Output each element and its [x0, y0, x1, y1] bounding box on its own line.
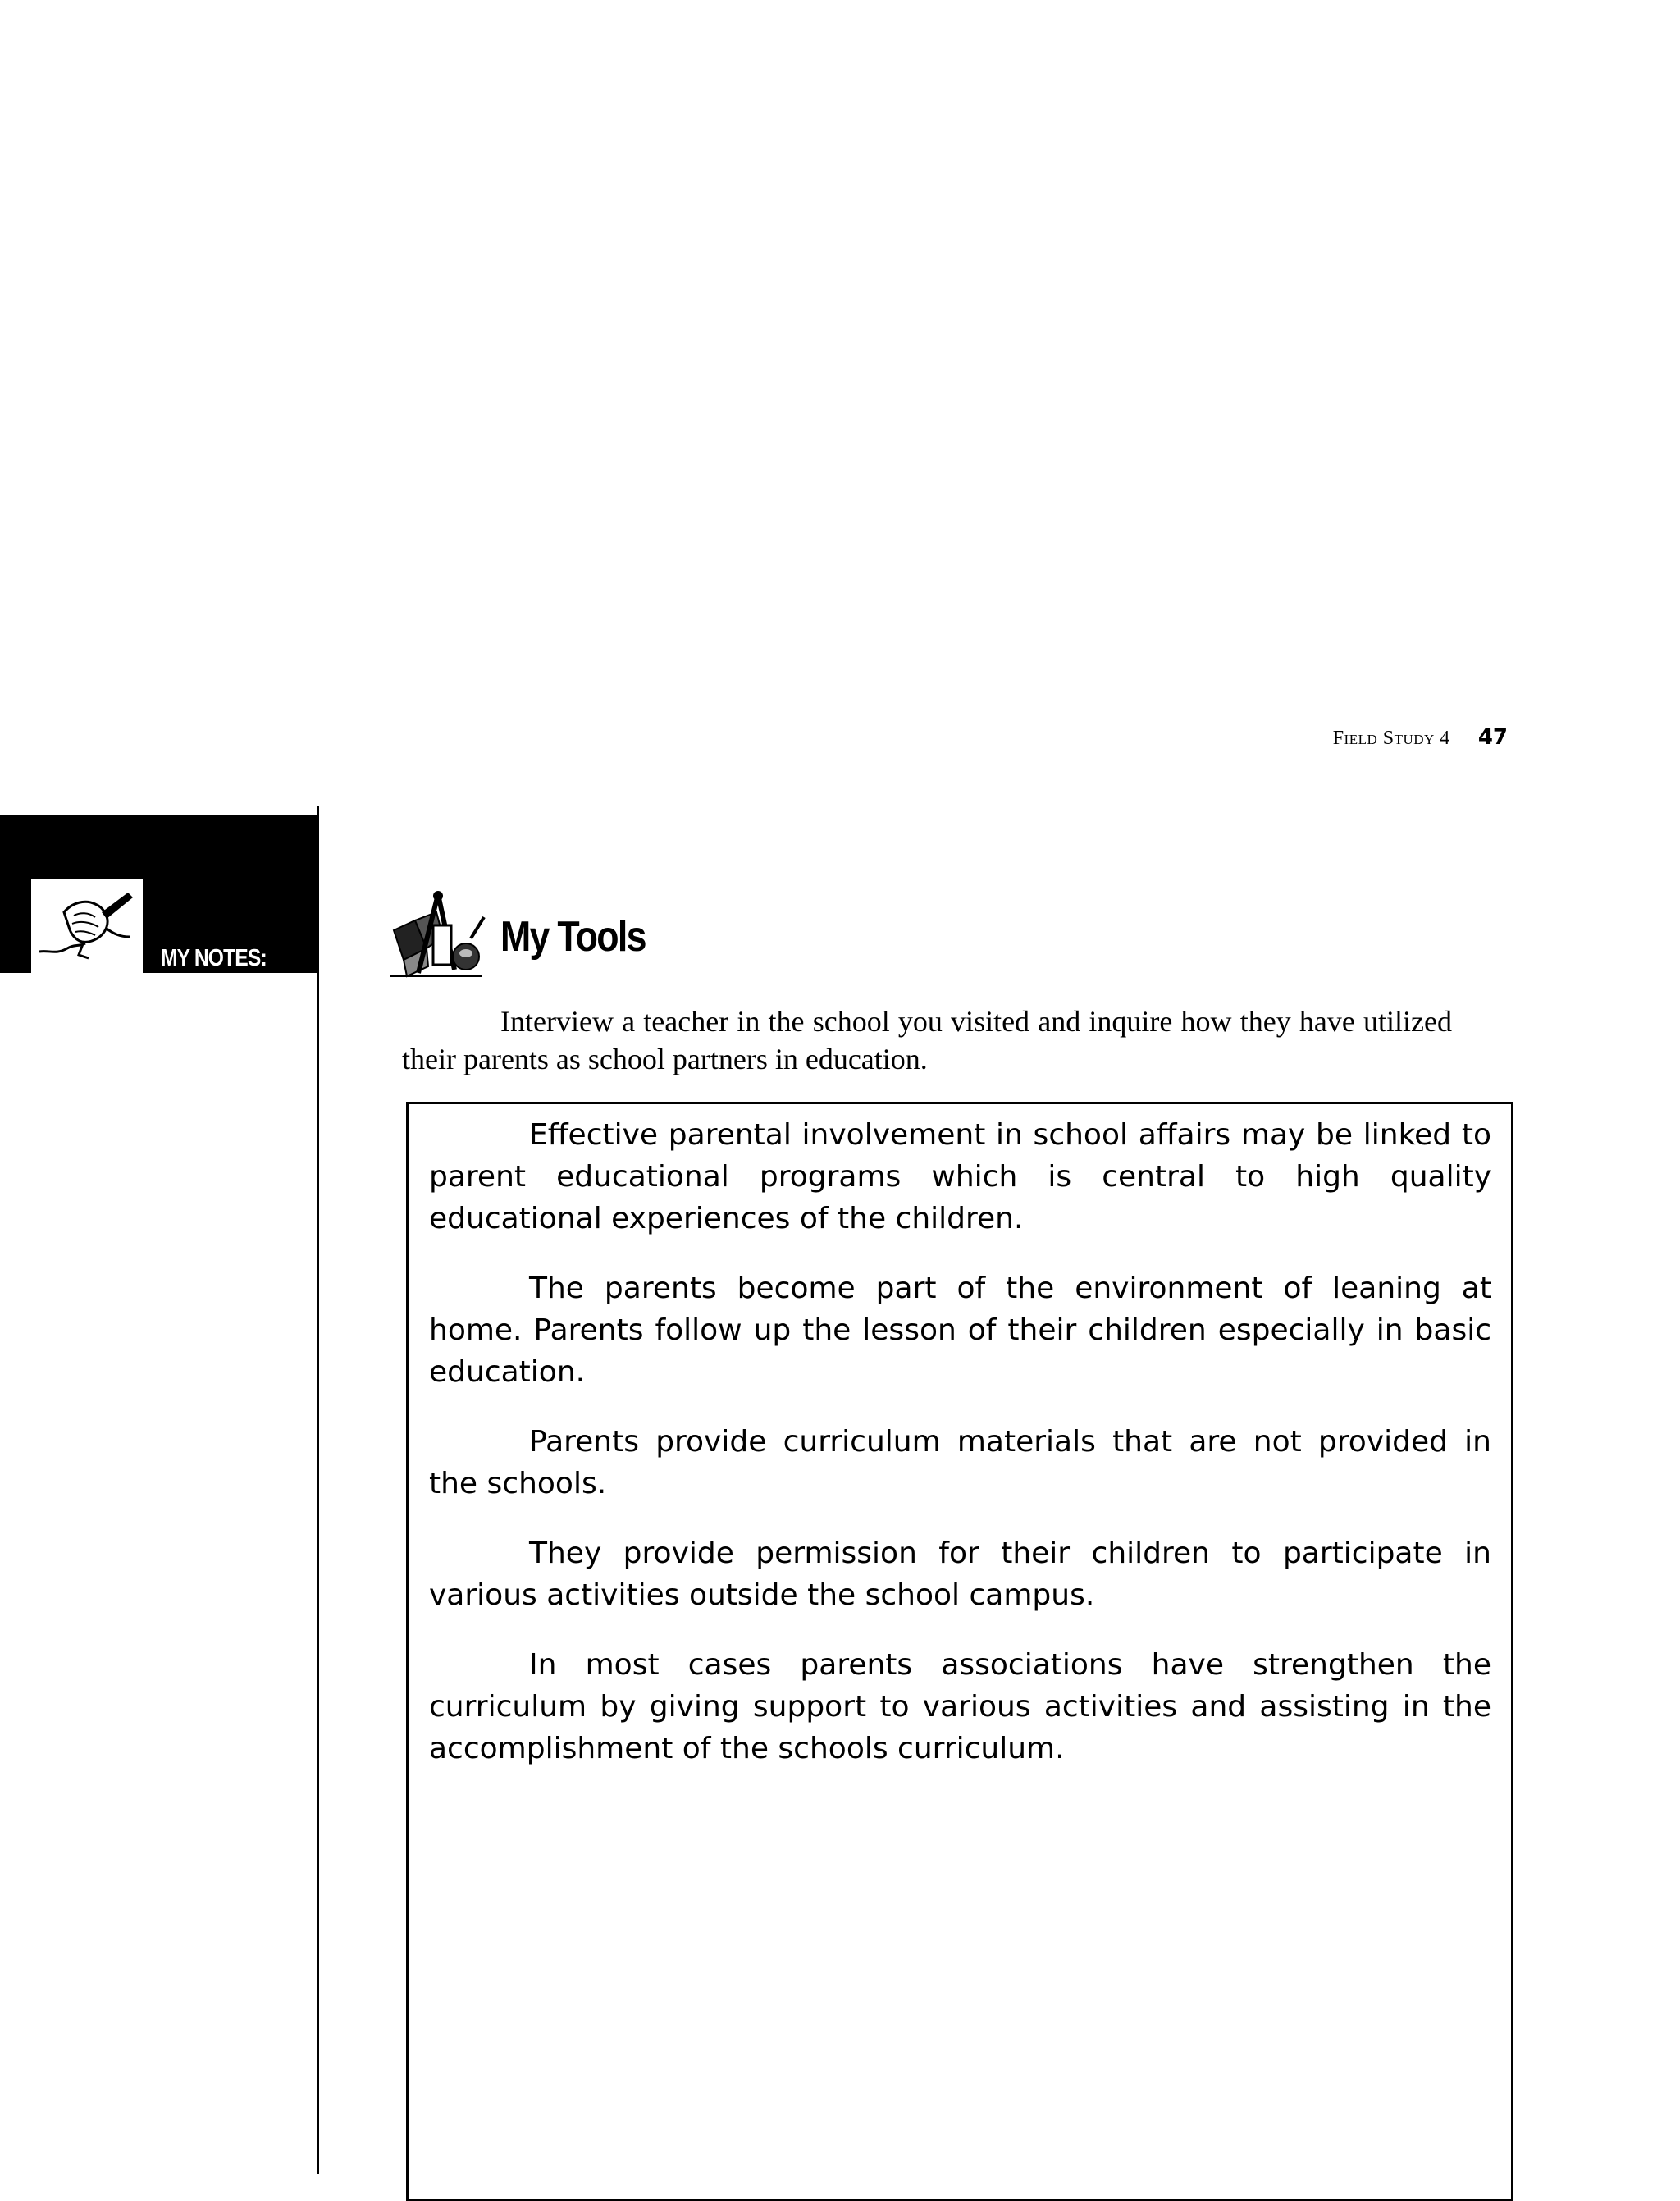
- running-header: [1333, 725, 1508, 750]
- answer-paragraph: Effective parental involvement in school affairs may be linked to parent educational programs which is central to high quality educational experiences of the children.: [429, 1118, 1491, 1235]
- answer-paragraph: They provide permission for their children to participate in various activities outside the school campus.: [429, 1537, 1491, 1612]
- my-notes-banner: [0, 815, 318, 973]
- section-heading: [386, 888, 669, 986]
- sidebar-divider: [317, 806, 319, 2174]
- answer-box: [406, 1102, 1513, 2201]
- answer-paragraph: In most cases parents associations have strengthen the curriculum by giving support to various activities and assisting in the accomplishment of the schools curriculum.: [429, 1648, 1491, 1765]
- answer-paragraph: The parents become part of the environment of leaning at home. Parents follow up the lesson of their children especially in basic education.: [429, 1272, 1491, 1389]
- activity-instructions: Interview a teacher in the school you visited and inquire how they have utilized their parents as school partners in education.: [402, 1005, 1452, 1075]
- my-notes-label: MY NOTES:: [161, 945, 267, 971]
- page-number: 47: [1477, 725, 1508, 750]
- writing-hand-icon: [31, 879, 143, 973]
- drawing-tools-icon: [386, 888, 487, 986]
- header-title: Field Study 4: [1332, 728, 1450, 749]
- section-title: My Tools: [500, 913, 646, 961]
- answer-paragraph: Parents provide curriculum materials that are not provided in the schools.: [429, 1425, 1491, 1500]
